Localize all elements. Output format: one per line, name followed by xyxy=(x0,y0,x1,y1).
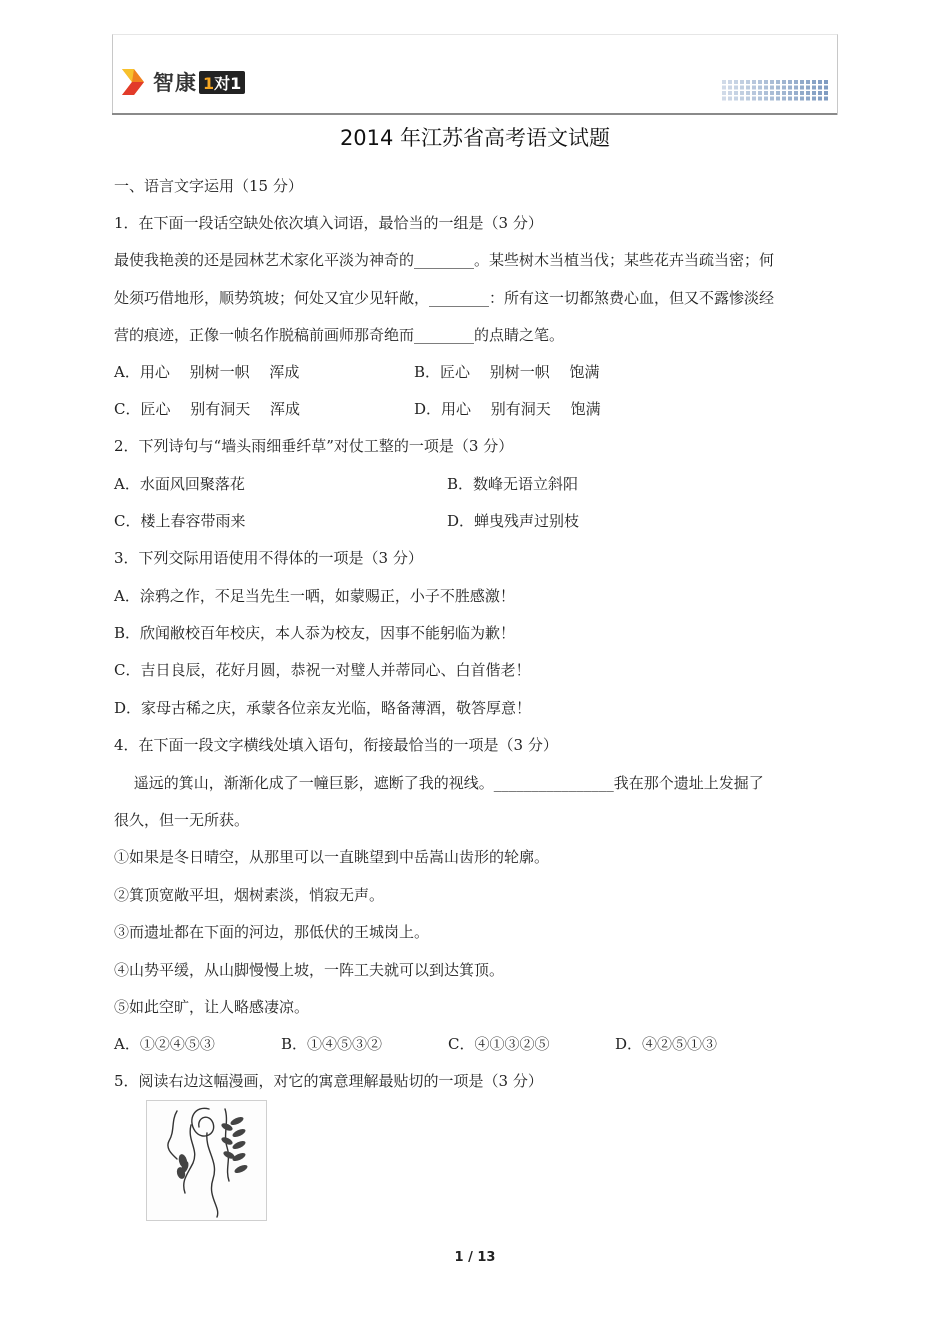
question-1-option-c: C．匠心 别有洞天 浑成 xyxy=(114,400,301,418)
question-2-option-d: D．蝉曳残声过别枝 xyxy=(447,512,580,530)
brand-badge: 1对1 xyxy=(199,71,245,94)
question-1-passage-line: 最使我艳羡的还是园林艺术家化平淡为神奇的________。某些树木当植当伐；某些花卉当疏当密；何 xyxy=(114,251,775,269)
header-divider xyxy=(112,113,837,115)
question-4-sentence-1: ①如果是冬日晴空，从那里可以一直眺望到中岳嵩山齿形的轮廓。 xyxy=(114,848,550,866)
question-1-passage-line: 营的痕迹，正像一帧名作脱稿前画师那奇绝而________的点睛之笔。 xyxy=(114,326,565,344)
question-2-option-c: C．楼上春容带雨来 xyxy=(114,512,246,530)
question-1-stem: 1．在下面一段话空缺处依次填入词语，最恰当的一组是（3 分） xyxy=(114,214,543,232)
question-4-option-b: B．①④⑤③② xyxy=(281,1035,383,1053)
question-4-passage-line: 很久，但一无所获。 xyxy=(114,811,250,829)
question-4-sentence-3: ③而遗址都在下面的河边，那低伏的王城岗上。 xyxy=(114,923,430,941)
question-3-option-d: D．家母古稀之庆，承蒙各位亲友光临，略备薄酒，敬答厚意！ xyxy=(114,699,532,717)
question-3-option-a: A．涂鸦之作，不足当先生一哂，如蒙赐正，小子不胜感激！ xyxy=(114,587,515,605)
question-1-passage-line: 处须巧借地形，顺势筑坡；何处又宜少见轩敞，________：所有这一切都煞费心血，但又不露惨淡经 xyxy=(114,289,775,307)
question-4-sentence-2: ②箕顶宽敞平坦，烟树素淡，悄寂无声。 xyxy=(114,886,385,904)
question-1-option-b: B．匠心 别树一帜 饱满 xyxy=(414,363,600,381)
question-5-stem: 5．阅读右边这幅漫画，对它的寓意理解最贴切的一项是（3 分） xyxy=(114,1072,543,1090)
question-2-option-a: A．水面风回聚落花 xyxy=(114,475,245,493)
logo-mark-icon xyxy=(120,67,150,97)
question-3-option-b: B．欣闻敝校百年校庆，本人忝为校友，因事不能躬临为歉！ xyxy=(114,624,516,642)
question-4-option-a: A．①②④⑤③ xyxy=(114,1035,215,1053)
question-4-passage-line: 遥远的箕山，渐渐化成了一幢巨影，遮断了我的视线。________________我在那个遗址上发掘了 xyxy=(114,774,764,792)
question-4-option-c: C．④①③②⑤ xyxy=(448,1035,550,1053)
section-heading: 一、语言文字运用（15 分） xyxy=(114,177,303,195)
question-4-option-d: D．④②⑤①③ xyxy=(615,1035,718,1053)
question-1-option-d: D．用心 别有洞天 饱满 xyxy=(414,400,601,418)
question-2-option-b: B．数峰无语立斜阳 xyxy=(447,475,579,493)
question-4-sentence-5: ⑤如此空旷，让人略感凄凉。 xyxy=(114,998,310,1016)
brand-name: 智康 xyxy=(153,71,197,95)
page-title: 2014 年江苏省高考语文试题 xyxy=(339,126,611,150)
brand-logo xyxy=(120,67,245,97)
question-4-sentence-4: ④山势平缓，从山脚慢慢上坡，一阵工夫就可以到达箕顶。 xyxy=(114,961,505,979)
header-dot-pattern xyxy=(722,80,830,106)
page-number: 1 / 13 xyxy=(454,1250,496,1265)
question-2-stem: 2．下列诗句与“墙头雨细垂纤草”对仗工整的一项是（3 分） xyxy=(114,437,514,455)
question-4-stem: 4．在下面一段文字横线处填入语句，衔接最恰当的一项是（3 分） xyxy=(114,736,558,754)
question-3-option-c: C．吉日良辰，花好月圆，恭祝一对璧人并蒂同心、白首偕老！ xyxy=(114,661,531,679)
question-1-option-a: A．用心 别树一帜 浑成 xyxy=(114,363,300,381)
cartoon-image xyxy=(146,1100,267,1221)
question-3-stem: 3．下列交际用语使用不得体的一项是（3 分） xyxy=(114,549,423,567)
